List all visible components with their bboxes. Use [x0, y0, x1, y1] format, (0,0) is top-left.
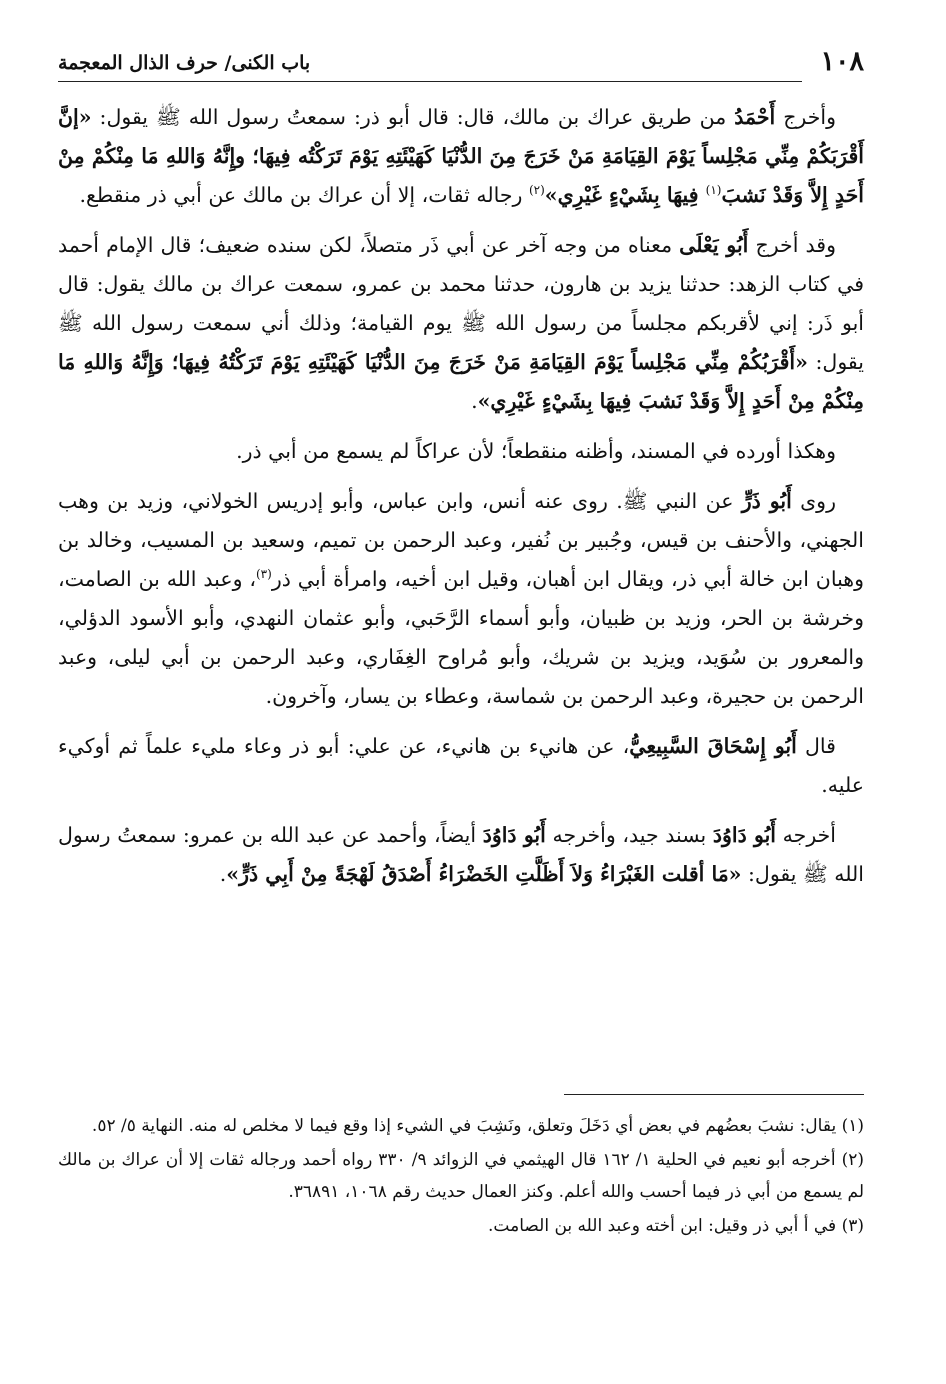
header-rule	[58, 81, 802, 82]
footnote-rule	[564, 1094, 864, 1095]
running-title: باب الكنى/ حرف الذال المعجمة	[58, 52, 311, 74]
hadith-quote: «مَا أقلت الغَبْرَاءُ وَلاَ أَظَلَّتِ الخَضْرَاءُ أَصْدَقُ لَهْجَةً مِنْ أَبِي ذَرٍّ»	[226, 862, 742, 886]
text: قال	[796, 734, 836, 758]
narrator-name: أَبُو ذَرٍّ	[741, 489, 792, 513]
paragraph-6	[58, 816, 864, 894]
text: .	[471, 389, 478, 413]
footnotes	[58, 1110, 864, 1244]
footnote-1: (١) يقال: نشبَ بعضُهم في بعض أي دَخَلَ وتعلق، ونَشِبَ في الشيء إذا وقع فيما لا مخلص له منه. النهاية ٥/ ٥٢.	[91, 1116, 864, 1136]
narrator-name: أَبُو دَاوُدَ	[712, 823, 776, 847]
narrator-name: أَبُو يَعْلَى	[679, 233, 749, 257]
main-text	[58, 98, 864, 905]
paragraph-2	[58, 226, 864, 421]
hadith-quote: «أَقْرَبُكُمْ مِنِّي مَجْلِساً يَوْمَ القِيَامَةِ مَنْ خَرَجَ مِنَ الدُّنْيَا كَهَيْئَتِهِ يَوْمَ تَرَكْتُهُ فِيهَا؛ وَإِنَّهُ وَاللهِ مَا مِنْكُمْ مِنْ أَحَدٍ إِلاَّ وَقَدْ نَشبَ فِيهَا بِشَيْءٍ غَيْرِي»	[58, 350, 864, 413]
text: عن النبي ﷺ. روى عنه أنس، وابن عباس، وأبو إدريس الخولاني، وزيد بن وهب الجهني، والأحنف بن قيس، وجُبير بن نُفير، وعبد الرحمن بن تميم، وسعيد بن المسيب، وخالد بن وهبان ابن خالة أبي ذر، ويقال ابن أهبان، وقيل ابن أخيه، وامرأة أبي ذر	[58, 489, 865, 591]
text: روى	[791, 489, 836, 513]
footnote-3: (٣) في أ أبي ذر وقيل: ابن أخته وعبد الله بن الصامت.	[488, 1216, 864, 1236]
paragraph-4	[58, 482, 864, 716]
text: وقد أخرج	[748, 233, 836, 257]
narrator-name: أَبُو إِسْحَاقَ السَّبِيعِيُّ	[629, 734, 797, 758]
paragraph-1	[58, 98, 864, 215]
paragraph-5	[58, 727, 864, 805]
text: بسند جيد، وأخرجه	[545, 823, 713, 847]
text: معناه من وجه آخر عن أبي ذَر متصلاً، لكن سنده ضعيف؛ قال الإمام أحمد في كتاب الزهد: حدثنا يزيد بن هارون، حدثنا محمد بن عمرو، سمعت عراك بن مالك يقول: قال أبو ذَر: إني لأقربكم مجلساً من رسول الله ﷺ يوم القيامة؛ وذلك أني سمعت رسول الله ﷺ يقول:	[58, 233, 864, 374]
text: أخرجه	[776, 823, 836, 847]
footnote-ref-2: (٢)	[528, 183, 545, 198]
text: رجاله ثقات، إلا أن عراك بن مالك عن أبي ذر منقطع.	[79, 183, 529, 207]
text: وأخرج	[775, 105, 836, 129]
text: .	[219, 862, 227, 886]
hadith-quote: «إنَّ أَقْرَبَكُمْ مِنِّي مَجْلِساً يَوْمَ القِيَامَةِ مَنْ خَرَجَ مِنَ الدُّنْيَا كَهَيْئَتِهِ يَوْمَ تَرَكْتُه فِيهَا؛ وإِنَّهُ وَاللهِ مَا مِنْكُمْ مِنْ أَحَدٍ إِلاَّ وَقَدْ نَشبَ	[58, 105, 864, 207]
text: ، وعبد الله بن الصامت، وخرشة بن الحر، وزيد بن ظبيان، وأبو أسماء الرَّحَبي، وأبو عثمان النهدي، وأبو الأسود الدؤلي، والمعرور بن سُوَيد، ويزيد بن شريك، وأبو مُراوح الغِفَاري، وعبد الرحمن بن أبي ليلى، وعبد الرحمن بن حجيرة، وعبد الرحمن بن شماسة، وعطاء بن يسار، وآخرون.	[58, 567, 864, 708]
footnote-ref-1: (١)	[705, 183, 722, 198]
footnote-ref-3: (٣)	[255, 567, 272, 582]
narrator-name: أَحْمَدُ	[734, 105, 776, 129]
narrator-name: أَبُو دَاوُدَ	[482, 823, 546, 847]
text: ، عن هانيء بن هانيء، عن علي: أبو ذر وعاء مليء علماً ثم أوكيء عليه.	[58, 734, 864, 797]
paragraph-3: وهكذا أورده في المسند، وأظنه منقطعاً؛ لأن عراكاً لم يسمع من أبي ذر.	[236, 439, 836, 463]
page-header	[58, 44, 864, 84]
footnote-2: (٢) أخرجه أبو نعيم في الحلية ١/ ١٦٢ قال الهيثمي في الزوائد ٩/ ٣٣٠ رواه أحمد ورجاله ثقات إلا أن عراك بن مالك لم يسمع من أبي ذر فيما أحسب والله أعلم. وكنز العمال حديث رقم ١٠٦٨، ٣٦٨٩١.	[58, 1150, 864, 1202]
page-number: ١٠٨	[820, 46, 864, 77]
text: من طريق عراك بن مالك، قال: قال أبو ذر: سمعتُ رسول الله ﷺ يقول:	[91, 105, 735, 129]
text: أيضاً، وأحمد عن عبد الله بن عمرو: سمعتُ رسول الله ﷺ يقول:	[58, 823, 864, 886]
hadith-quote: فِيهَا بِشَيْءٍ غَيْرِي»	[544, 183, 706, 207]
